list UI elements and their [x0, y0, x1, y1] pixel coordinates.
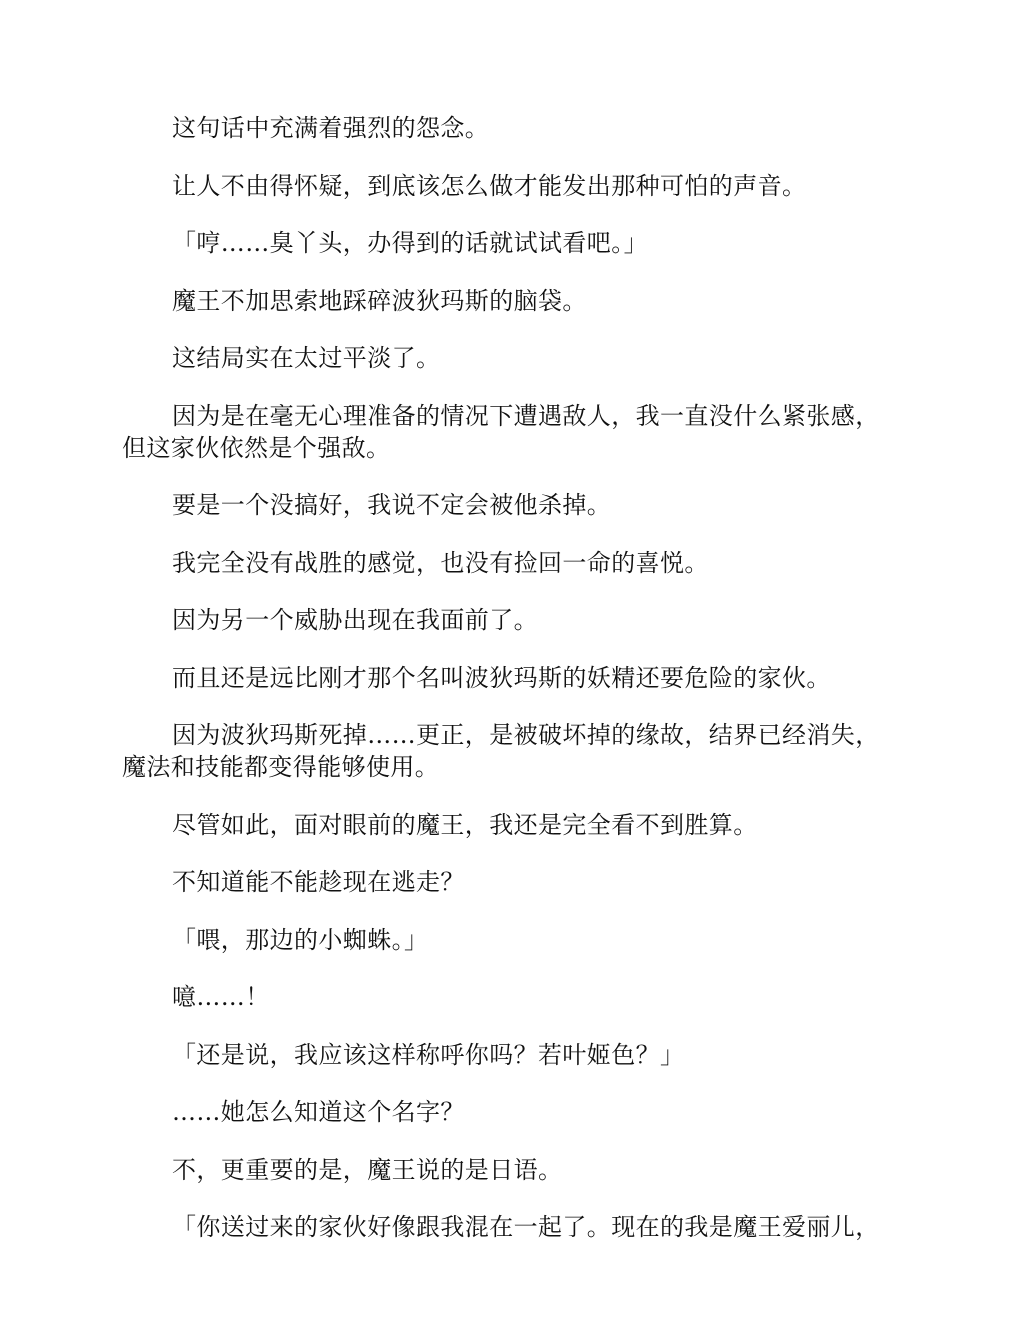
paragraph: 因为是在毫无心理准备的情况下遭遇敌人，我一直没什么紧张感，但这家伙依然是个强敌。: [122, 401, 880, 462]
paragraph: 不知道能不能趁现在逃走？: [172, 868, 465, 896]
paragraph: 因为另一个威胁出现在我面前了。: [172, 606, 538, 634]
paragraph: 而且还是远比刚才那个名叫波狄玛斯的妖精还要危险的家伙。: [172, 663, 831, 692]
paragraph: 「你送过来的家伙好像跟我混在一起了。现在的我是魔王爱丽儿，: [172, 1213, 880, 1241]
paragraph: 魔王不加思索地踩碎波狄玛斯的脑袋。: [172, 286, 587, 315]
paragraph: 我完全没有战胜的感觉，也没有捡回一命的喜悦。: [172, 548, 709, 577]
paragraph: 因为波狄玛斯死掉……更正，是被破坏掉的缘故，结界已经消失，魔法和技能都变得能够使用。: [122, 721, 880, 781]
paragraph: 尽管如此，面对眼前的魔王，我还是完全看不到胜算。: [172, 810, 758, 839]
paragraph: 噫……！: [172, 983, 270, 1011]
paragraph: 「哼……臭丫头，办得到的话就试试看吧。」: [172, 229, 648, 257]
body-text: [122, 112, 902, 1269]
paragraph: 「还是说，我应该这样称呼你吗？若叶姬色？」: [172, 1040, 685, 1069]
paragraph: 让人不由得怀疑，到底该怎么做才能发出那种可怕的声音。: [172, 171, 807, 200]
paragraph: ……她怎么知道这个名字？: [172, 1098, 465, 1126]
paragraph: 「喂，那边的小蜘蛛。」: [172, 925, 429, 954]
paragraph: 要是一个没搞好，我说不定会被他杀掉。: [172, 491, 612, 519]
paragraph: 这句话中充满着强烈的怨念。: [172, 114, 490, 142]
paragraph: 这结局实在太过平淡了。: [172, 344, 441, 372]
paragraph: 不，更重要的是，魔王说的是日语。: [172, 1155, 563, 1184]
